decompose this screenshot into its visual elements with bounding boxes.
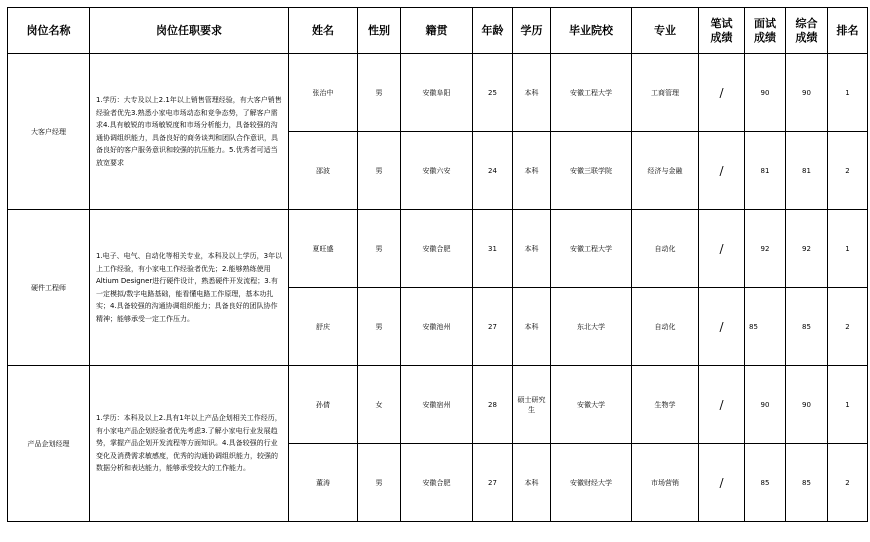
header-row [8,8,868,54]
candidate-written-score: / [699,54,745,132]
candidate-interview-score: 90 [745,366,786,444]
candidate-written-score: / [699,132,745,210]
candidate-hometown: 安徽阜阳 [401,54,473,132]
candidate-school: 安徽工程大学 [551,54,632,132]
candidate-major: 市场营销 [632,444,699,522]
candidate-written-score: / [699,444,745,522]
candidate-total-score: 90 [786,366,828,444]
candidate-total-score: 81 [786,132,828,210]
candidate-rank: 2 [828,288,868,366]
header-total-line1: 综合 [795,16,818,30]
candidate-rank: 2 [828,444,868,522]
candidate-hometown: 安徽六安 [401,132,473,210]
recruitment-results-table [7,7,868,522]
candidate-age: 31 [473,210,513,288]
position-requirements: 1.学历：本科及以上2.具有1年以上产品企划相关工作经历，有小家电产品企划经验者优先考虑3.了解小家电行业发展趋势，掌握产品企划开发流程等方面知识。4.具备较强的行业变化及消费需求敏感度，优秀的沟通协调组织能力，较强的数据分析和表达能力，能够承受较大的工作能力。 [90,366,289,522]
position-requirements: 1.电子、电气、自动化等相关专业，本科及以上学历，3年以上工作经验，有小家电工作经验者优先；2.能够熟练使用Altium Designer进行硬件设计，熟悉硬件开发流程；3.有一定模拟/数字电路基础，能看懂电路工作原理，基本功扎实；4.具备较强的沟通协调组织能力；具备良好的团队协作精神；能够承受一定工作压力。 [90,210,289,366]
candidate-written-score: / [699,366,745,444]
header-hometown: 籍贯 [401,8,473,54]
candidate-total-score: 90 [786,54,828,132]
candidate-gender: 男 [358,54,401,132]
position-requirements: 1.学历：大专及以上2.1年以上销售管理经验，有大客户销售经验者优先3.熟悉小家电市场动态和竞争态势，了解客户需求4.具有敏锐的市场敏锐度和市场分析能力，具备较强的沟通协调组织能力，具备良好的商务谈判和团队合作意识，具备良好的客户服务意识和较强的抗压能力。5.优秀者可适当放宽要求 [90,54,289,210]
candidate-name: 张治中 [289,54,358,132]
header-name: 姓名 [289,8,358,54]
table-row [8,210,868,288]
candidate-major: 生物学 [632,366,699,444]
header-written-line2: 成绩 [710,30,733,44]
candidate-hometown: 安徽合肥 [401,444,473,522]
header-interview-line2: 成绩 [754,30,776,44]
candidate-interview-score: 92 [745,210,786,288]
candidate-age: 25 [473,54,513,132]
candidate-rank: 2 [828,132,868,210]
candidate-school: 安徽三联学院 [551,132,632,210]
candidate-interview-score: 85 [745,444,786,522]
candidate-age: 24 [473,132,513,210]
header-interview-line1: 面试 [754,16,776,30]
candidate-total-score: 92 [786,210,828,288]
header-requirements: 岗位任职要求 [90,8,289,54]
candidate-gender: 男 [358,288,401,366]
candidate-age: 27 [473,288,513,366]
candidate-name: 舒庆 [289,288,358,366]
header-age: 年龄 [473,8,513,54]
candidate-interview-score: 90 [745,54,786,132]
candidate-name: 夏旺盛 [289,210,358,288]
candidate-rank: 1 [828,54,868,132]
candidate-hometown: 安徽合肥 [401,210,473,288]
candidate-gender: 女 [358,366,401,444]
candidate-major: 自动化 [632,210,699,288]
candidate-school: 安徽大学 [551,366,632,444]
candidate-education: 本科 [513,132,551,210]
candidate-school: 安徽财经大学 [551,444,632,522]
candidate-education: 本科 [513,210,551,288]
candidate-name: 孙倩 [289,366,358,444]
candidate-major: 经济与金融 [632,132,699,210]
candidate-name: 董涛 [289,444,358,522]
candidate-major: 自动化 [632,288,699,366]
candidate-interview-score: 85 [745,288,786,366]
candidate-written-score: / [699,210,745,288]
header-written [699,8,745,54]
candidate-interview-score: 81 [745,132,786,210]
candidate-education: 本科 [513,54,551,132]
header-school: 毕业院校 [551,8,632,54]
candidate-school: 东北大学 [551,288,632,366]
position-name: 产品企划经理 [8,366,90,522]
position-name: 大客户经理 [8,54,90,210]
header-major: 专业 [632,8,699,54]
position-name: 硬件工程师 [8,210,90,366]
candidate-education: 本科 [513,288,551,366]
candidate-gender: 男 [358,444,401,522]
header-written-line1: 笔试 [710,16,733,30]
header-total [786,8,828,54]
candidate-age: 27 [473,444,513,522]
header-position: 岗位名称 [8,8,90,54]
header-rank: 排名 [828,8,868,54]
candidate-rank: 1 [828,210,868,288]
candidate-rank: 1 [828,366,868,444]
table-row [8,366,868,444]
candidate-gender: 男 [358,132,401,210]
candidate-major: 工商管理 [632,54,699,132]
table-row [8,54,868,132]
header-education: 学历 [513,8,551,54]
header-interview [745,8,786,54]
candidate-school: 安徽工程大学 [551,210,632,288]
candidate-age: 28 [473,366,513,444]
candidate-total-score: 85 [786,444,828,522]
candidate-education: 硕士研究生 [513,366,551,444]
candidate-gender: 男 [358,210,401,288]
candidate-hometown: 安徽池州 [401,288,473,366]
candidate-total-score: 85 [786,288,828,366]
candidate-name: 邵波 [289,132,358,210]
header-gender: 性别 [358,8,401,54]
candidate-education: 本科 [513,444,551,522]
candidate-written-score: / [699,288,745,366]
candidate-hometown: 安徽宿州 [401,366,473,444]
header-total-line2: 成绩 [795,30,818,44]
